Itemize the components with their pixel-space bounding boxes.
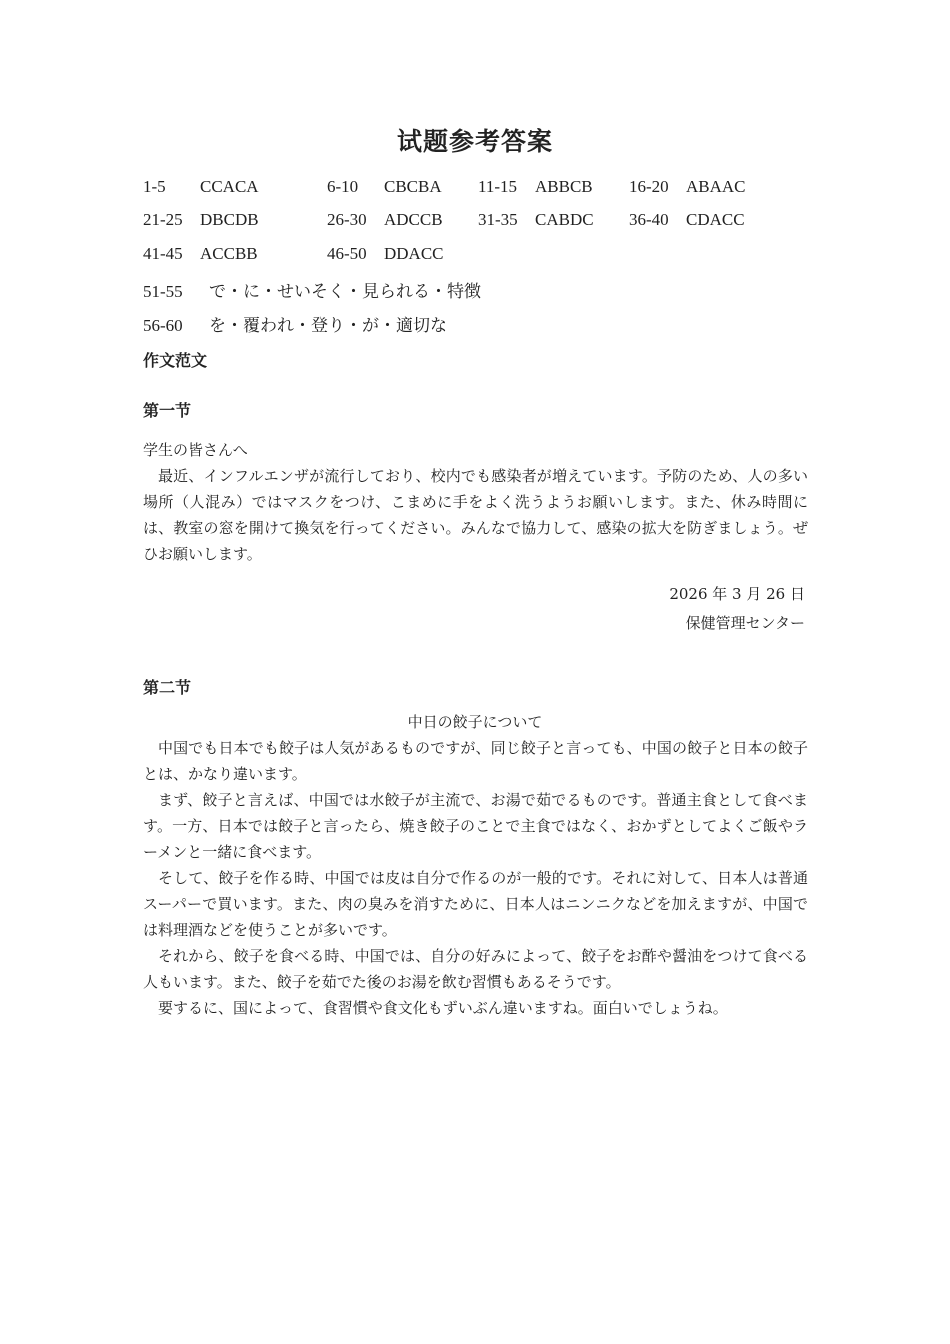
answer-cell	[143, 210, 259, 230]
answer-cell	[478, 177, 593, 197]
essay-paragraph: 中国でも日本でも餃子は人気があるものですが、同じ餃子と言っても、中国の餃子と日本の餃子とは、かなり違います。	[143, 739, 808, 783]
fill-answer-row	[143, 277, 481, 302]
answer-value: DBCDB	[200, 210, 259, 229]
letter-date: 2026 年 3 月 26 日	[669, 585, 805, 603]
answer-cell	[327, 177, 442, 197]
answer-value: CABDC	[535, 210, 594, 229]
answer-range: 46-50	[327, 244, 367, 263]
essay-paragraph: 要するに、国によって、食習慣や食文化もずいぶん違いますね。面白いでしょうね。	[158, 999, 728, 1017]
answer-range: 6-10	[327, 177, 359, 196]
answer-value: ADCCB	[384, 210, 443, 229]
answer-value: ACCBB	[200, 244, 258, 263]
answer-range: 51-55	[143, 282, 183, 301]
answer-range: 36-40	[629, 210, 669, 229]
letter-body: 最近、インフルエンザが流行しており、校内でも感染者が増えています。予防のため、人の多い場所（人混み）ではマスクをつけ、こまめに手をよく洗うようお願いします。また、休み時間には、教室の窓を開けて換気を行ってください。みんなで協力して、感染の拡大を防ぎましょう。ぜひお願いします。	[143, 467, 808, 563]
answer-cell	[629, 177, 746, 197]
essay-paragraph: まず、餃子と言えば、中国では水餃子が主流で、お湯で茹でるものです。普通主食として食べます。一方、日本では餃子と言ったら、焼き餃子のことで主食ではなく、おかずとしてよくご飯やラーメンと一緒に食べます。	[143, 791, 808, 861]
answer-value: DDACC	[384, 244, 444, 263]
answer-cell	[143, 177, 259, 197]
answer-cell	[327, 244, 444, 264]
essay-heading: 作文范文	[143, 351, 208, 370]
section1-letter	[143, 437, 808, 567]
essay-title: 中日の餃子について	[407, 713, 543, 731]
letter-signature: 保健管理センター	[685, 614, 805, 632]
answer-range: 26-30	[327, 210, 367, 229]
answer-value: ABBCB	[535, 177, 593, 196]
answer-value: を・覆われ・登り・が・適切な	[209, 316, 447, 336]
answer-cell	[143, 244, 258, 264]
answer-range: 1-5	[143, 177, 166, 196]
fill-answer-row	[143, 311, 447, 336]
answer-range: 16-20	[629, 177, 669, 196]
answer-value: CCACA	[200, 177, 259, 196]
section1-heading: 第一节	[143, 401, 192, 420]
answer-cell	[478, 210, 594, 230]
answer-range: 21-25	[143, 210, 183, 229]
answer-range: 56-60	[143, 316, 183, 335]
section2-essay	[143, 735, 808, 1021]
essay-paragraph: それから、餃子を食べる時、中国では、自分の好みによって、餃子をお酢や醤油をつけて食べる人もいます。また、餃子を茹でた後のお湯を飲む習慣もあるそうです。	[143, 947, 808, 991]
answer-value: CBCBA	[384, 177, 442, 196]
answer-value: で・に・せいそく・見られる・特徴	[209, 282, 481, 302]
answer-value: CDACC	[686, 210, 745, 229]
section2-heading: 第二节	[143, 678, 192, 697]
answer-range: 41-45	[143, 244, 183, 263]
answer-range: 31-35	[478, 210, 518, 229]
answer-cell	[327, 210, 443, 230]
answer-value: ABAAC	[686, 177, 746, 196]
answer-range: 11-15	[478, 177, 518, 196]
answer-cell	[629, 210, 745, 230]
letter-greeting: 学生の皆さんへ	[143, 441, 248, 459]
essay-paragraph: そして、餃子を作る時、中国では皮は自分で作るのが一般的です。それに対して、日本人は普通スーパーで買います。また、肉の臭みを消すために、日本人はニンニクなどを加えますが、中国では料理酒などを使うことが多いです。	[143, 869, 808, 939]
page-title: 试题参考答案	[396, 127, 553, 156]
